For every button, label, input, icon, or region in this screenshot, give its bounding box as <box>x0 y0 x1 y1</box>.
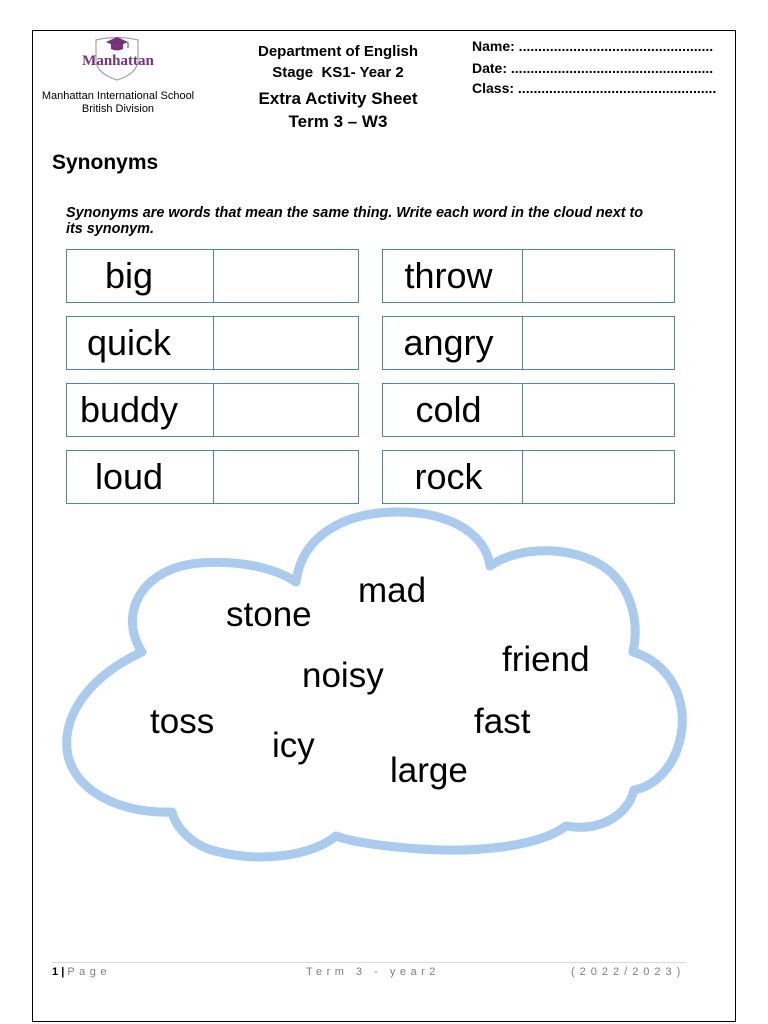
cloud-word: icy <box>272 726 315 765</box>
answer-cell <box>523 250 674 302</box>
sheet-title: Extra Activity Sheet <box>258 89 418 108</box>
answer-cell <box>214 250 358 302</box>
word-cell: cold <box>383 384 523 436</box>
school-logo-emblem <box>76 34 160 82</box>
word-cell: quick <box>67 317 214 369</box>
stage-label: Stage KS1- Year 2 <box>272 64 404 81</box>
word-cell: loud <box>67 451 214 503</box>
answer-cell <box>214 384 358 436</box>
cloud-word: noisy <box>302 656 384 695</box>
table-row <box>382 450 675 504</box>
instructions: Synonyms are words that mean the same thing. Write each word in the cloud next to its synonym. <box>66 205 644 237</box>
answer-cell <box>523 317 674 369</box>
footer-term: Term 3 - year2 <box>306 966 440 978</box>
logo-text: Manhattan <box>82 53 154 69</box>
cloud-word: friend <box>502 640 590 679</box>
section-title: Synonyms <box>52 151 159 174</box>
synonym-table-left <box>66 249 359 517</box>
footer-divider <box>52 962 686 963</box>
table-row <box>66 249 359 303</box>
page-border <box>32 30 736 1022</box>
answer-cell <box>523 451 674 503</box>
table-row <box>66 450 359 504</box>
date-field: Date: .................................................... <box>472 60 714 76</box>
page-label: Page <box>67 966 112 978</box>
word-cell: throw <box>383 250 523 302</box>
word-cell: angry <box>383 317 523 369</box>
cloud-word: large <box>390 751 468 790</box>
table-row <box>66 316 359 370</box>
page-number: 1 <box>52 966 59 978</box>
page-separator: | <box>61 966 65 978</box>
school-logo <box>76 34 160 82</box>
table-row <box>382 249 675 303</box>
answer-cell <box>214 451 358 503</box>
answer-cell <box>214 317 358 369</box>
word-cell: rock <box>383 451 523 503</box>
footer-school-year: (2022/2023) <box>571 966 686 978</box>
word-cell: buddy <box>67 384 214 436</box>
synonym-table-right <box>382 249 675 517</box>
answer-cell <box>523 384 674 436</box>
cloud-word: mad <box>358 571 427 610</box>
term-label: Term 3 – W3 <box>288 112 388 131</box>
department-title: Department of English <box>257 43 418 60</box>
cloud-word: stone <box>226 595 312 634</box>
school-name: Manhattan International School <box>41 90 195 102</box>
name-field: Name: .................................................. <box>472 38 714 54</box>
footer-page-number <box>52 965 111 979</box>
table-row <box>66 383 359 437</box>
table-row <box>382 383 675 437</box>
cloud-word: fast <box>474 702 531 741</box>
class-field: Class: ................................................... <box>472 80 717 96</box>
cloud-word: toss <box>150 702 215 741</box>
word-cell: big <box>67 250 214 302</box>
table-row <box>382 316 675 370</box>
school-division: British Division <box>81 103 155 115</box>
